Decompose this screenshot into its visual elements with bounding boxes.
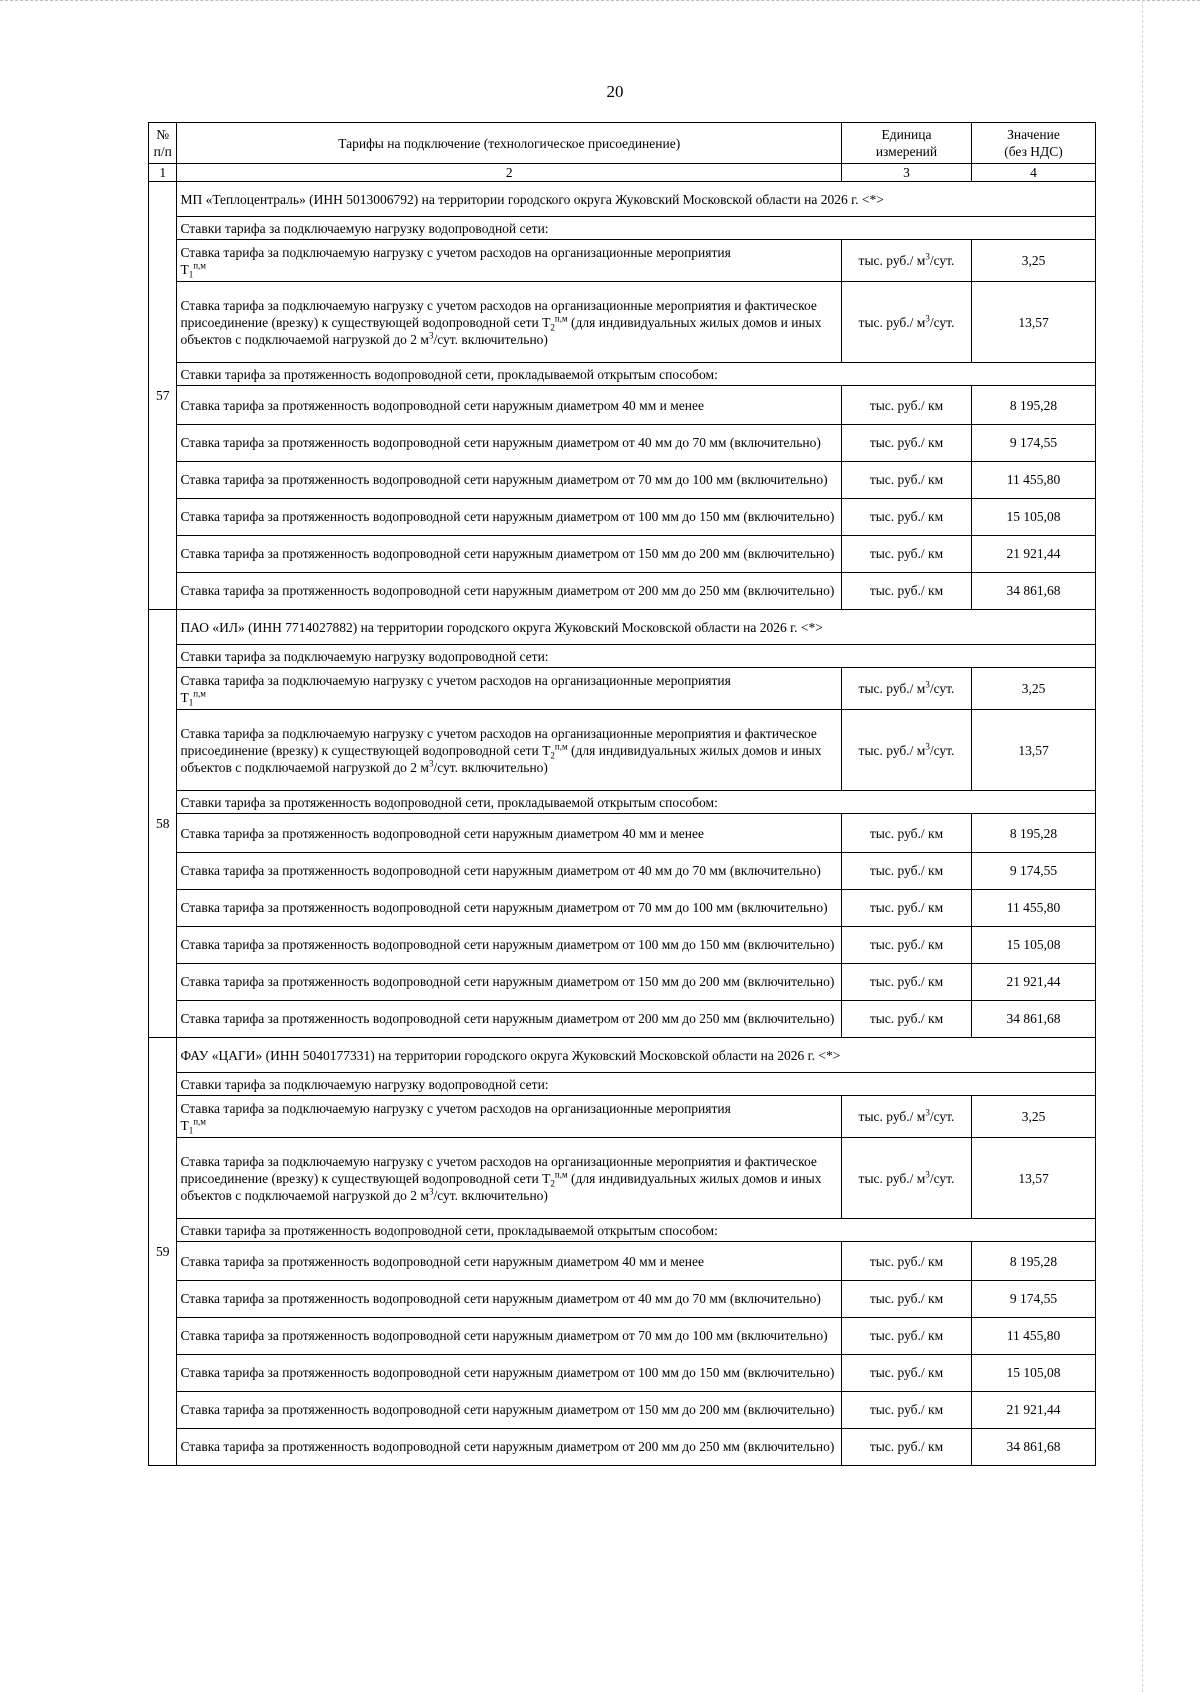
unit-km: тыс. руб./ км xyxy=(841,462,971,499)
diameter-40-70-name: Ставка тарифа за протяженность водопроводной сети наружным диаметром от 40 мм до 70 мм (включительно) xyxy=(177,853,842,890)
diameter-100-150-name: Ставка тарифа за протяженность водопроводной сети наружным диаметром от 100 мм до 150 мм (включительно) xyxy=(177,927,842,964)
table-row xyxy=(149,386,1096,425)
table-row xyxy=(149,1001,1096,1038)
value-d-200-250: 34 861,68 xyxy=(972,1429,1096,1466)
unit-load-a: тыс. руб./ м xyxy=(858,681,926,696)
diameter-100-150-name: Ставка тарифа за протяженность водопроводной сети наружным диаметром от 100 мм до 150 мм (включительно) xyxy=(177,1355,842,1392)
unit-load-cube: 3 xyxy=(925,1169,930,1179)
table-row xyxy=(149,573,1096,610)
value-d-40-70: 9 174,55 xyxy=(972,425,1096,462)
unit-km: тыс. руб./ км xyxy=(841,1242,971,1281)
rate-t1-text: Ставка тарифа за подключаемую нагрузку с учетом расходов на организационные мероприятия xyxy=(180,672,731,688)
value-d-70-100: 11 455,80 xyxy=(972,1318,1096,1355)
rate-t2-text-b: (для индивидуальных жилых домов и иных объектов с подключаемой нагрузкой до 2 м xyxy=(180,742,822,775)
table-row xyxy=(149,927,1096,964)
table-row xyxy=(149,964,1096,1001)
rate-t2-text-a: Ставка тарифа за подключаемую нагрузку с учетом расходов на организационные мероприятия и фактическое присоединение (врезку) к существующей водопроводной сети T xyxy=(180,725,817,758)
unit-km: тыс. руб./ км xyxy=(841,1429,971,1466)
diameter-40-70-name: Ставка тарифа за протяженность водопроводной сети наружным диаметром от 40 мм до 70 мм (включительно) xyxy=(177,425,842,462)
unit-load-cube: 3 xyxy=(925,679,930,690)
diameter-40-70-name: Ставка тарифа за протяженность водопроводной сети наружным диаметром от 40 мм до 70 мм (включительно) xyxy=(177,1281,842,1318)
table-header-row xyxy=(149,123,1096,164)
rate-t2-sub: 2 xyxy=(550,1178,555,1189)
value-d-40-70: 9 174,55 xyxy=(972,853,1096,890)
value-d-70-100: 11 455,80 xyxy=(972,462,1096,499)
rate-t2-text-c: /сут. включительно) xyxy=(433,759,548,775)
unit-load-b: /сут. xyxy=(929,1109,955,1124)
value-d-100-150: 15 105,08 xyxy=(972,927,1096,964)
unit-load xyxy=(841,240,971,282)
rate-t2-cube: 3 xyxy=(428,1186,434,1196)
unit-km: тыс. руб./ км xyxy=(841,536,971,573)
diameter-100-150-name: Ставка тарифа за протяженность водопроводной сети наружным диаметром от 100 мм до 150 мм (включительно) xyxy=(177,499,842,536)
unit-km: тыс. руб./ км xyxy=(841,573,971,610)
header-value xyxy=(972,123,1096,164)
table-row xyxy=(149,1096,1096,1138)
rate-t1-sup: п,м xyxy=(193,260,206,270)
rate-t1-symbol: T xyxy=(180,689,189,705)
table-row xyxy=(149,462,1096,499)
unit-km: тыс. руб./ км xyxy=(841,425,971,462)
unit-km: тыс. руб./ км xyxy=(841,1001,971,1038)
diameter-le40-name: Ставка тарифа за протяженность водопроводной сети наружным диаметром 40 мм и менее xyxy=(177,386,842,425)
section-load-title: Ставки тарифа за подключаемую нагрузку водопроводной сети: xyxy=(177,645,1096,668)
diameter-200-250-name: Ставка тарифа за протяженность водопроводной сети наружным диаметром от 200 мм до 250 мм (включительно) xyxy=(177,1001,842,1038)
table-body xyxy=(149,182,1096,1466)
diameter-150-200-name: Ставка тарифа за протяженность водопроводной сети наружным диаметром от 150 мм до 200 мм (включительно) xyxy=(177,536,842,573)
org-number: 57 xyxy=(149,182,177,610)
rate-t2-name xyxy=(177,710,842,791)
diameter-70-100-name: Ставка тарифа за протяженность водопроводной сети наружным диаметром от 70 мм до 100 мм (включительно) xyxy=(177,1318,842,1355)
table-row xyxy=(149,1318,1096,1355)
rate-t2-sup: п,м xyxy=(554,313,568,323)
table-row xyxy=(149,890,1096,927)
rate-t1-name xyxy=(177,668,842,710)
rate-t1-name xyxy=(177,240,842,282)
unit-load-a: тыс. руб./ м xyxy=(858,1109,926,1124)
column-number-4: 4 xyxy=(972,164,1096,182)
unit-km: тыс. руб./ км xyxy=(841,814,971,853)
unit-load xyxy=(841,668,971,710)
value-d-100-150: 15 105,08 xyxy=(972,499,1096,536)
rate-t2-cube: 3 xyxy=(428,330,434,340)
rate-t1-name xyxy=(177,1096,842,1138)
header-no xyxy=(149,123,177,164)
rate-t1-text: Ставка тарифа за подключаемую нагрузку с учетом расходов на организационные мероприятия xyxy=(180,244,731,260)
diameter-le40-name: Ставка тарифа за протяженность водопроводной сети наружным диаметром 40 мм и менее xyxy=(177,814,842,853)
org-title: ФАУ «ЦАГИ» (ИНН 5040177331) на территории городского округа Жуковский Московской области на 2026 г. <*> xyxy=(177,1038,1096,1073)
header-value-text: Значение (без НДС) xyxy=(1004,127,1063,159)
unit-load xyxy=(841,710,971,791)
value-t2: 13,57 xyxy=(972,1138,1096,1219)
unit-km: тыс. руб./ км xyxy=(841,386,971,425)
rate-t1-sub: 1 xyxy=(188,1125,194,1136)
table-row xyxy=(149,668,1096,710)
page-number: 20 xyxy=(606,82,624,101)
rate-t2-text-b: (для индивидуальных жилых домов и иных объектов с подключаемой нагрузкой до 2 м xyxy=(180,1170,822,1203)
scan-edge-right xyxy=(1142,0,1144,1692)
rate-t2-sup: п,м xyxy=(554,741,568,751)
unit-km: тыс. руб./ км xyxy=(841,1355,971,1392)
header-no-text: № п/п xyxy=(153,127,172,159)
section-load-title: Ставки тарифа за подключаемую нагрузку водопроводной сети: xyxy=(177,1073,1096,1096)
rate-t2-text-a: Ставка тарифа за подключаемую нагрузку с учетом расходов на организационные мероприятия и фактическое присоединение (врезку) к существующей водопроводной сети T xyxy=(180,297,817,330)
tariff-table xyxy=(148,122,1096,1466)
table-row xyxy=(149,282,1096,363)
rate-t1-symbol: T xyxy=(180,1117,189,1133)
unit-load-a: тыс. руб./ м xyxy=(858,742,926,758)
unit-load-b: /сут. xyxy=(929,681,955,696)
unit-load xyxy=(841,1138,971,1219)
org-row xyxy=(149,610,1096,645)
rate-t1-sup: п,м xyxy=(193,688,206,698)
column-number-2: 2 xyxy=(177,164,842,182)
value-t2: 13,57 xyxy=(972,710,1096,791)
rate-t2-text-b: (для индивидуальных жилых домов и иных объектов с подключаемой нагрузкой до 2 м xyxy=(180,314,822,347)
table-row xyxy=(149,814,1096,853)
value-d-70-100: 11 455,80 xyxy=(972,890,1096,927)
unit-load-cube: 3 xyxy=(925,1107,930,1118)
unit-load xyxy=(841,282,971,363)
unit-load-cube: 3 xyxy=(925,251,930,262)
table-row xyxy=(149,536,1096,573)
table-row xyxy=(149,1392,1096,1429)
rate-t2-sub: 2 xyxy=(550,322,555,333)
table-row xyxy=(149,710,1096,791)
rate-t2-text-c: /сут. включительно) xyxy=(433,1187,548,1203)
section-row xyxy=(149,1073,1096,1096)
unit-load-a: тыс. руб./ м xyxy=(858,253,926,268)
scan-edge-top xyxy=(0,0,1200,3)
org-row xyxy=(149,182,1096,217)
unit-km: тыс. руб./ км xyxy=(841,890,971,927)
section-load-title: Ставки тарифа за подключаемую нагрузку водопроводной сети: xyxy=(177,217,1096,240)
org-number: 58 xyxy=(149,610,177,1038)
unit-load-b: /сут. xyxy=(929,314,955,330)
rate-t2-cube: 3 xyxy=(428,758,434,768)
table-row xyxy=(149,1429,1096,1466)
unit-load-cube: 3 xyxy=(925,741,930,751)
header-unit xyxy=(841,123,971,164)
unit-load-b: /сут. xyxy=(929,253,955,268)
section-row xyxy=(149,645,1096,668)
value-d-le40: 8 195,28 xyxy=(972,814,1096,853)
diameter-200-250-name: Ставка тарифа за протяженность водопроводной сети наружным диаметром от 200 мм до 250 мм (включительно) xyxy=(177,573,842,610)
unit-load xyxy=(841,1096,971,1138)
value-d-150-200: 21 921,44 xyxy=(972,1392,1096,1429)
unit-km: тыс. руб./ км xyxy=(841,1281,971,1318)
column-number-row xyxy=(149,164,1096,182)
section-length-title: Ставки тарифа за протяженность водопроводной сети, прокладываемой открытым способом: xyxy=(177,791,1096,814)
org-number: 59 xyxy=(149,1038,177,1466)
unit-load-a: тыс. руб./ м xyxy=(858,1170,926,1186)
unit-km: тыс. руб./ км xyxy=(841,1392,971,1429)
value-t1: 3,25 xyxy=(972,240,1096,282)
value-d-100-150: 15 105,08 xyxy=(972,1355,1096,1392)
table-row xyxy=(149,1138,1096,1219)
section-row xyxy=(149,791,1096,814)
rate-t2-name xyxy=(177,282,842,363)
column-number-1: 1 xyxy=(149,164,177,182)
value-t1: 3,25 xyxy=(972,1096,1096,1138)
table-row xyxy=(149,1355,1096,1392)
value-t1: 3,25 xyxy=(972,668,1096,710)
section-row xyxy=(149,363,1096,386)
table-row xyxy=(149,1281,1096,1318)
value-d-40-70: 9 174,55 xyxy=(972,1281,1096,1318)
diameter-70-100-name: Ставка тарифа за протяженность водопроводной сети наружным диаметром от 70 мм до 100 мм (включительно) xyxy=(177,462,842,499)
rate-t2-sub: 2 xyxy=(550,750,555,761)
value-d-200-250: 34 861,68 xyxy=(972,1001,1096,1038)
value-t2: 13,57 xyxy=(972,282,1096,363)
org-title: МП «Теплоцентраль» (ИНН 5013006792) на территории городского округа Жуковский Московской области на 2026 г. <*> xyxy=(177,182,1096,217)
unit-load-b: /сут. xyxy=(929,1170,955,1186)
diameter-150-200-name: Ставка тарифа за протяженность водопроводной сети наружным диаметром от 150 мм до 200 мм (включительно) xyxy=(177,1392,842,1429)
table-row xyxy=(149,853,1096,890)
unit-load-a: тыс. руб./ м xyxy=(858,314,926,330)
rate-t1-sub: 1 xyxy=(188,697,194,708)
diameter-70-100-name: Ставка тарифа за протяженность водопроводной сети наружным диаметром от 70 мм до 100 мм (включительно) xyxy=(177,890,842,927)
unit-km: тыс. руб./ км xyxy=(841,1318,971,1355)
diameter-le40-name: Ставка тарифа за протяженность водопроводной сети наружным диаметром 40 мм и менее xyxy=(177,1242,842,1281)
rate-t1-sub: 1 xyxy=(188,269,194,280)
unit-load-b: /сут. xyxy=(929,742,955,758)
diameter-200-250-name: Ставка тарифа за протяженность водопроводной сети наружным диаметром от 200 мм до 250 мм (включительно) xyxy=(177,1429,842,1466)
section-row xyxy=(149,217,1096,240)
section-length-title: Ставки тарифа за протяженность водопроводной сети, прокладываемой открытым способом: xyxy=(177,1219,1096,1242)
unit-km: тыс. руб./ км xyxy=(841,853,971,890)
value-d-200-250: 34 861,68 xyxy=(972,573,1096,610)
value-d-150-200: 21 921,44 xyxy=(972,964,1096,1001)
table-row xyxy=(149,1242,1096,1281)
rate-t1-text: Ставка тарифа за подключаемую нагрузку с учетом расходов на организационные мероприятия xyxy=(180,1100,731,1116)
unit-km: тыс. руб./ км xyxy=(841,927,971,964)
section-length-title: Ставки тарифа за протяженность водопроводной сети, прокладываемой открытым способом: xyxy=(177,363,1096,386)
org-title: ПАО «ИЛ» (ИНН 7714027882) на территории городского округа Жуковский Московской области на 2026 г. <*> xyxy=(177,610,1096,645)
unit-load-cube: 3 xyxy=(925,313,930,323)
table-row xyxy=(149,240,1096,282)
header-unit-text: Единица измерений xyxy=(875,127,938,159)
rate-t1-sup: п,м xyxy=(193,1116,206,1126)
rate-t2-text-a: Ставка тарифа за подключаемую нагрузку с учетом расходов на организационные мероприятия и фактическое присоединение (врезку) к существующей водопроводной сети T xyxy=(180,1153,817,1186)
unit-km: тыс. руб./ км xyxy=(841,964,971,1001)
rate-t1-symbol: T xyxy=(180,261,189,277)
table-row xyxy=(149,499,1096,536)
column-number-3: 3 xyxy=(841,164,971,182)
value-d-le40: 8 195,28 xyxy=(972,1242,1096,1281)
value-d-le40: 8 195,28 xyxy=(972,386,1096,425)
rate-t2-name xyxy=(177,1138,842,1219)
section-row xyxy=(149,1219,1096,1242)
header-name: Тарифы на подключение (технологическое присоединение) xyxy=(177,123,842,164)
rate-t2-text-c: /сут. включительно) xyxy=(433,331,548,347)
unit-km: тыс. руб./ км xyxy=(841,499,971,536)
diameter-150-200-name: Ставка тарифа за протяженность водопроводной сети наружным диаметром от 150 мм до 200 мм (включительно) xyxy=(177,964,842,1001)
org-row xyxy=(149,1038,1096,1073)
value-d-150-200: 21 921,44 xyxy=(972,536,1096,573)
rate-t2-sup: п,м xyxy=(554,1169,568,1179)
table-row xyxy=(149,425,1096,462)
